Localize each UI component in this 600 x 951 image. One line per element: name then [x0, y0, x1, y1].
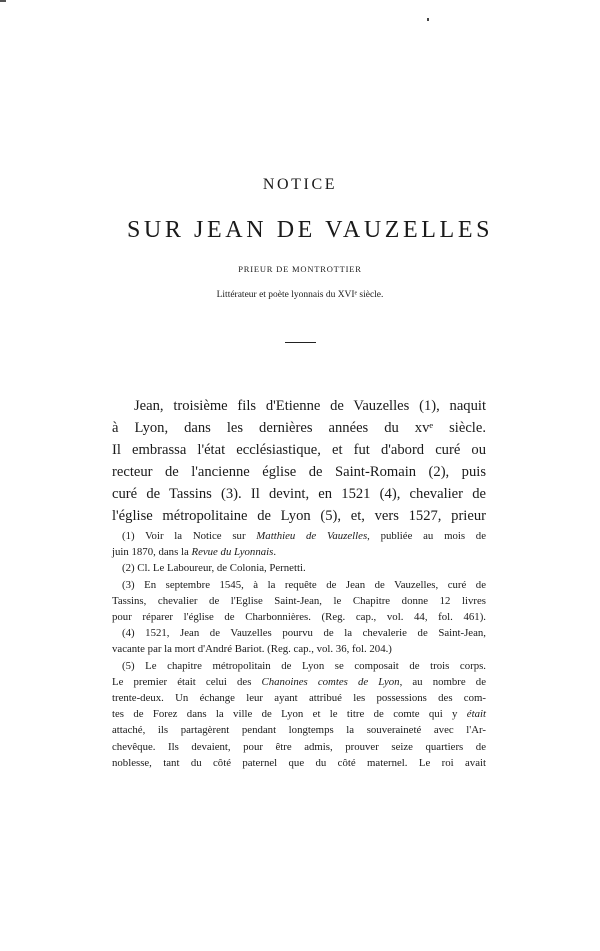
- footnote-text: Le premier était celui des: [112, 675, 262, 688]
- footnote-5-line: (5) Le chapitre métropolitain de Lyon se composait de trois corps.: [122, 659, 486, 672]
- footnotes: [112, 528, 486, 771]
- body-line: curé de Tassins (3). Il devint, en 1521 (4), chevalier de: [112, 486, 486, 502]
- body-line: l'église métropolitaine de Lyon (5), et, vers 1527, prieur: [112, 508, 486, 524]
- footnote-text: .: [273, 546, 277, 559]
- footnote-4-line: vacante par la mort d'André Bariot. (Reg. cap., vol. 36, fol. 204.): [112, 643, 392, 656]
- footnote-italic: Chanoines comtes de Lyon: [261, 675, 400, 688]
- footnote-3-line: Tassins, chevalier de l'Eglise Saint-Jean, le Chapitre donne 12 livres: [112, 594, 486, 607]
- footnote-3-line: (3) En septembre 1545, à la requête de Jean de Vauzelles, curé de: [122, 578, 486, 591]
- footnote-text: , publiée au mois de: [367, 530, 486, 542]
- footnote-italic: était: [466, 708, 486, 721]
- footnote-text: juin 1870, dans la: [112, 546, 192, 559]
- body-line: Il embrassa l'état ecclésiastique, et fut d'abord curé ou: [112, 442, 486, 458]
- occupation-line: Littérateur et poète lyonnais du XVIᵉ siècle.: [216, 290, 384, 300]
- footnote-5-line: [112, 706, 486, 722]
- page-subtitle: SUR JEAN DE VAUZELLES: [126, 217, 494, 243]
- footnote-1-line: [112, 544, 486, 560]
- footnote-italic: Revue du Lyonnais: [191, 546, 274, 559]
- footnote-4-line: (4) 1521, Jean de Vauzelles pourvu de la chevalerie de Saint-Jean,: [122, 627, 486, 640]
- footnote-text: (1) Voir la Notice sur: [122, 530, 257, 542]
- scan-corner-mark: [0, 0, 6, 2]
- footnote-2-line: (2) Cl. Le Laboureur, de Colonia, Pernetti.: [122, 562, 306, 575]
- footnote-text: tes de Forez dans la ville de Lyon et le titre de comte qui y: [112, 708, 467, 721]
- page-title: NOTICE: [262, 176, 338, 193]
- scan-speck: [427, 18, 429, 21]
- footnote-italic: Matthieu de Vauzelles: [256, 530, 368, 542]
- separator-rule: [285, 342, 316, 343]
- footnote-5-line: noblesse, tant du côté paternel que du côté maternel. Le roi avait: [112, 756, 486, 769]
- footnote-5-line: [112, 674, 486, 690]
- body-line: à Lyon, dans les dernières années du xvᵉ siècle.: [112, 420, 486, 436]
- footnote-3-line: pour réparer l'église de Charbonnières. (Reg. cap., vol. 44, fol. 461).: [112, 611, 486, 624]
- body-line: Jean, troisième fils d'Etienne de Vauzelles (1), naquit: [134, 398, 486, 414]
- footnote-5-line: chevêque. Ils devaient, pour être admis, prouver seize quartiers de: [112, 740, 486, 753]
- body-line: recteur de l'ancienne église de Saint-Romain (2), puis: [112, 464, 486, 480]
- body-paragraph: [112, 395, 486, 527]
- prior-line: PRIEUR DE MONTROTTIER: [238, 264, 362, 274]
- footnote-1-line: [112, 528, 486, 544]
- footnote-text: , au nombre de: [399, 675, 486, 688]
- footnote-5-line: attaché, ils partagèrent pendant longtemps la souveraineté avec l'Ar-: [112, 724, 486, 737]
- footnote-5-line: trente-deux. Un échange leur ayant attribué les possessions des com-: [112, 692, 486, 705]
